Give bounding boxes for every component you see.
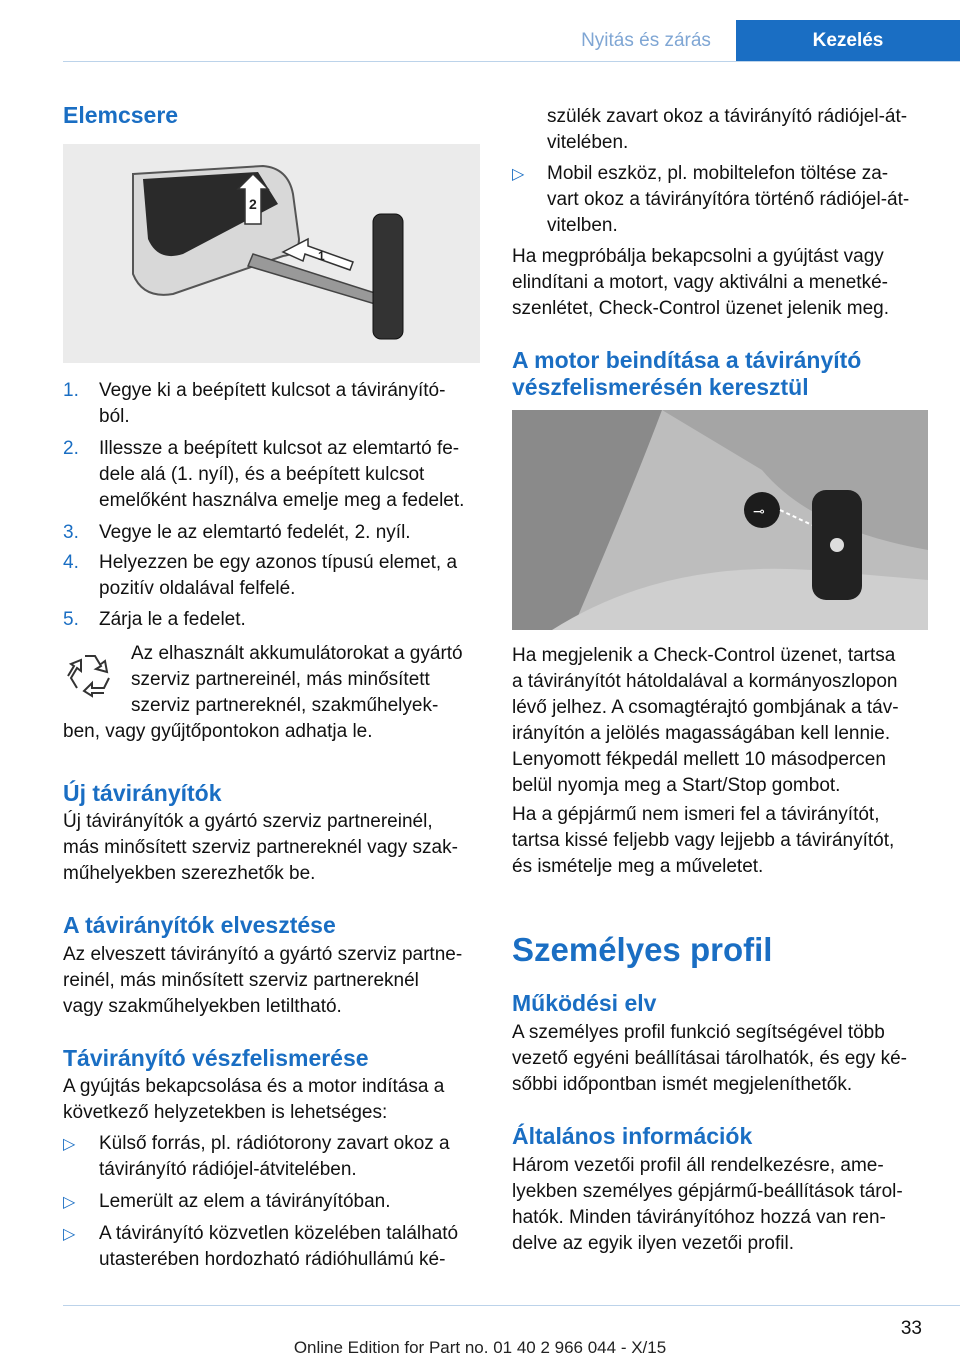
battery-heading: Elemcsere [63, 102, 179, 128]
check-control-text: Ha megpróbálja bekapcsolni a gyújtást vagy [512, 246, 884, 267]
bullet-text: Külső forrás, pl. rádiótorony zavart okoz a [99, 1133, 450, 1154]
bullet-marker: ▷ [63, 1136, 76, 1153]
general-heading: Általános információk [512, 1123, 753, 1149]
start-instructions-text: a távirányítót hátoldalával a kormányoszlopon [512, 671, 898, 692]
bullet-text: Mobil eszköz, pl. mobiltelefon töltése za- [547, 163, 889, 184]
step-text: Helyezzen be egy azonos típusú elemet, a [99, 552, 458, 573]
bullet-marker: ▷ [63, 1194, 76, 1211]
step-number: 2. [63, 438, 79, 459]
emergency-text: következő helyzetekben is lehetséges: [63, 1102, 388, 1123]
edition-footer: Online Edition for Part no. 01 40 2 966 044 - X/15 [293, 1338, 667, 1357]
footer-divider [63, 1305, 960, 1306]
step-text: dele alá (1. nyíl), és a beépített kulcsot [99, 464, 425, 485]
bullet-text: vitelében. [547, 132, 629, 153]
header-divider [63, 61, 960, 62]
recycle-note-text: szerviz partnereknél, szakműhelyek- [131, 695, 439, 716]
general-text: Három vezetői profil áll rendelkezésre, ame- [512, 1155, 884, 1176]
start-instructions-text: lévő jelhez. A csomagtérajtó gombjának a táv- [512, 697, 899, 718]
profile-heading: Személyes profil [512, 931, 773, 968]
step-number: 5. [63, 609, 79, 630]
retry-text: Ha a gépjármű nem ismeri fel a távirányítót, [512, 804, 880, 825]
bullet-text: vitelben. [547, 215, 618, 236]
start-heading: vészfelismerésén keresztül [512, 374, 809, 400]
lost-text: vagy szakműhelyekben letiltható. [63, 996, 342, 1017]
bullet-text: A távirányító közvetlen közelében található [99, 1223, 459, 1244]
retry-text: tartsa kissé feljebb vagy lejjebb a távirányítót, [512, 830, 895, 851]
step-text: Zárja le a fedelet. [99, 609, 246, 630]
emergency-heading: Távirányító vészfelismerése [63, 1045, 369, 1071]
new-remotes-text: más minősített szerviz partnereknél vagy szak- [63, 837, 458, 858]
start-instructions-text: irányítón a jelölés magasságában kell lennie. [512, 723, 891, 744]
bullet-text: utasterében hordozható rádióhullámú ké- [99, 1249, 446, 1270]
principle-text: A személyes profil funkció segítségével több [512, 1022, 885, 1043]
step-number: 3. [63, 522, 79, 543]
step-text: Illessze a beépített kulcsot az elemtartó fe- [99, 438, 460, 459]
key-battery-illustration [63, 144, 480, 363]
svg-text:1: 1 [318, 249, 325, 263]
general-text: lyekben személyes gépjármű-beállítások tárol- [512, 1181, 903, 1202]
check-control-text: szenlétet, Check-Control üzenet jelenik meg. [512, 298, 890, 319]
principle-heading: Működési elv [512, 990, 657, 1016]
lost-text: Az elveszett távirányító a gyártó szerviz partne- [63, 944, 463, 965]
general-text: delve az egyik ilyen vezetői profil. [512, 1233, 794, 1254]
general-text: hatók. Minden távirányítóhoz hozzá van ren- [512, 1207, 886, 1228]
start-instructions-text: Lenyomott fékpedál mellett 10 másodpercen [512, 749, 886, 770]
steering-column-photo [512, 410, 928, 630]
principle-text: vezető egyéni beállításai tárolhatók, és egy ké- [512, 1048, 908, 1069]
bullet-marker: ▷ [63, 1226, 76, 1243]
emergency-text: A gyújtás bekapcsolása és a motor indítása a [63, 1076, 445, 1097]
recycle-icon [65, 648, 115, 698]
bullet-text: Lemerült az elem a távirányítóban. [99, 1191, 391, 1212]
step-text: emelőként használva emelje meg a fedelet. [99, 490, 465, 511]
tab-kezeles[interactable]: Kezelés [736, 20, 960, 61]
new-remotes-text: Új távirányítók a gyártó szerviz partnereinél, [63, 811, 433, 832]
start-instructions-text: belül nyomja meg a Start/Stop gombot. [512, 775, 841, 796]
recycle-note-text: ben, vagy gyűjtőpontokon adhatja le. [63, 721, 373, 742]
bullet-text: távirányító rádiójel-átvitelében. [99, 1159, 357, 1180]
start-instructions-text: Ha megjelenik a Check-Control üzenet, tartsa [512, 645, 896, 666]
tab-nyitas-es-zaras[interactable]: Nyitás és zárás [581, 30, 711, 51]
step-number: 4. [63, 552, 79, 573]
start-heading: A motor beindítása a távirányító [512, 347, 862, 373]
bullet-text: szülék zavart okoz a távirányító rádiójel-át- [547, 106, 908, 127]
check-control-text: elindítani a motort, vagy aktiválni a menetké- [512, 272, 888, 293]
new-remotes-text: műhelyekben szerezhetők be. [63, 863, 316, 884]
step-text: ból. [99, 406, 130, 427]
recycle-note-text: szerviz partnereinél, más minősített [131, 669, 430, 690]
lost-text: reinél, más minősített szerviz partnereknél [63, 970, 419, 991]
bullet-marker: ▷ [512, 166, 525, 183]
svg-text:⊸: ⊸ [753, 503, 765, 519]
retry-text: és ismételje meg a műveletet. [512, 856, 764, 877]
page-number: 33 [900, 1318, 922, 1339]
new-remotes-heading: Új távirányítók [63, 780, 222, 806]
step-text: Vegye le az elemtartó fedelét, 2. nyíl. [99, 522, 411, 543]
principle-text: sőbbi időpontban ismét megjeleníthetők. [512, 1074, 853, 1095]
bullet-text: vart okoz a távirányítóra történő rádiójel-át- [547, 189, 910, 210]
lost-heading: A távirányítók elvesztése [63, 912, 336, 938]
step-text: pozitív oldalával felfelé. [99, 578, 296, 599]
step-number: 1. [63, 380, 79, 401]
step-text: Vegye ki a beépített kulcsot a távirányító- [99, 380, 446, 401]
svg-text:2: 2 [249, 196, 257, 212]
recycle-note-text: Az elhasznált akkumulátorokat a gyártó [131, 643, 463, 664]
